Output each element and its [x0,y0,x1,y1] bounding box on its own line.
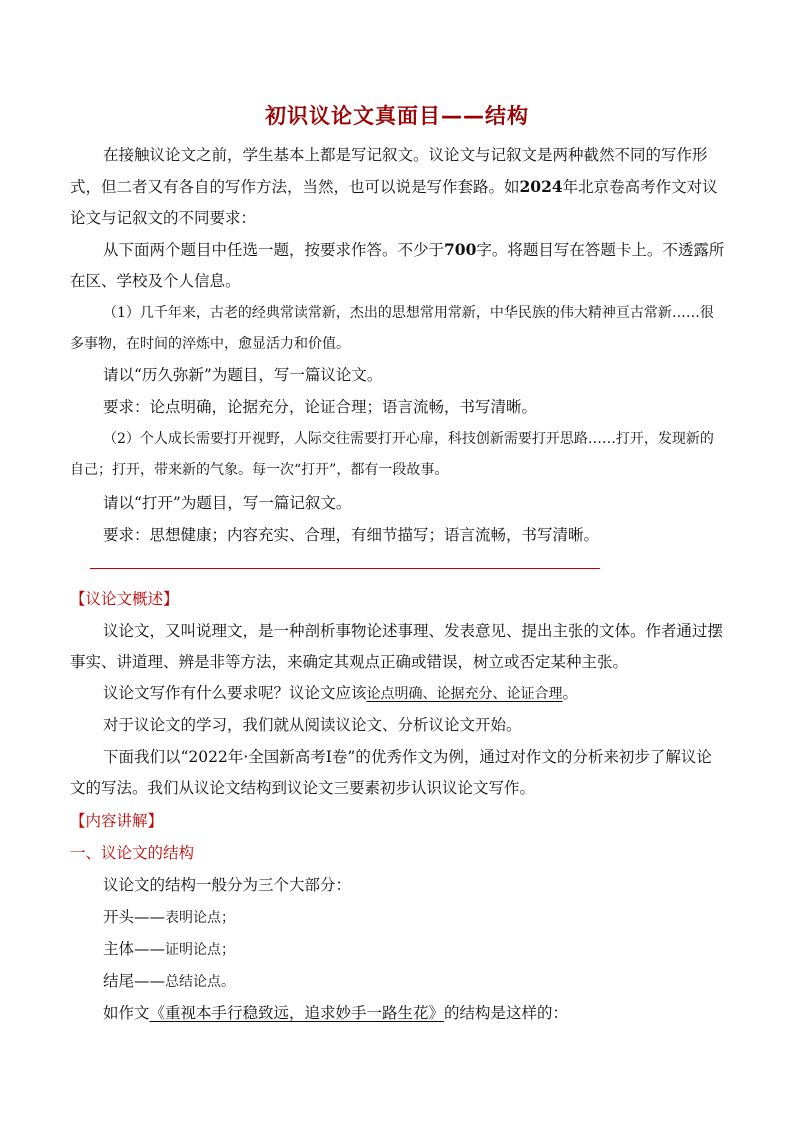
example-essay-title: 《重视本手行稳致远，追求妙手一路生花》 [149,1004,445,1022]
intro-year: 2024 [519,177,563,196]
structure-opening-desc: 表明论点； [165,910,236,926]
question-2-requirement: 要求：思想健康；内容充实、合理，有细节描写；语言流畅，书写清晰。 [103,526,600,544]
overview-paragraph: 议论文，又叫说理文，是一种剖析事物论述事理、发表意见、提出主张的文体。作者通过摆事实、讲道理、辨是非等方法，来确定其观点正确或错误，树立或否定某种主张。 [70,622,724,671]
overview-heading: 【议论文概述】 [70,590,179,608]
content-heading: 【内容讲解】 [70,812,164,830]
example-essay-suffix: 的结构是这样的： [444,1004,569,1022]
question-1-requirement: 要求：论点明确，论据充分，论证合理；语言流畅，书写清晰。 [103,398,538,416]
structure-body-desc: 证明论点； [165,942,236,958]
structure-body [70,934,726,966]
page-title: 初识议论文真面目——结构 [265,104,529,128]
requirement-paragraph [70,678,726,710]
structure-ending-desc: 总结论点。 [165,974,236,990]
question-2-task: 请以“打开”为题目，写一篇记叙文。 [103,494,352,512]
prompt-word-count: 700 [444,240,477,259]
structure-intro: 议论文的结构一般分为三个大部分： [103,876,352,894]
question-1-task: 请以“历久弥新”为题目，写一篇议论文。 [103,366,383,384]
structure-body-label: 主体—— [103,940,166,958]
structure-opening [70,902,726,934]
prompt-paragraph [70,234,726,297]
example-essay-line [70,998,726,1029]
intro-paragraph [70,140,726,234]
structure-ending [70,966,726,998]
requirement-underline: 论点明确、论据充分、论证合理 [366,686,563,702]
study-paragraph: 对于议论文的学习，我们就从阅读议论文、分析议论文开始。 [103,716,522,734]
section-divider [90,568,600,569]
prompt-text: 从下面两个题目中任选一题，按要求作答。不少于 [103,241,445,259]
structure-opening-label: 开头—— [103,908,166,926]
requirement-end: 。 [562,684,579,702]
structure-ending-label: 结尾—— [103,972,166,990]
requirement-text: 议论文写作有什么要求呢？议论文应该 [103,684,367,702]
example-essay-prefix: 如作文 [103,1004,150,1022]
example-paragraph: 下面我们以“2022年·全国新高考Ⅰ卷”的优秀作文为例，通过对作文的分析来初步了解议论文的写法。我们从议论文结构到议论文三要素初步认识议论文写作。 [70,748,712,797]
question-2-text: （2）个人成长需要打开视野，人际交往需要打开心扉，科技创新需要打开思路……打开，发现新的自己；打开，带来新的气象。每一次“打开”，都有一段故事。 [70,431,714,478]
intro-text: 在接触议论文之前，学生基本上都是写记叙文。议论文与记叙文是两种截然不同的写作形式，但二者又有各自的写作方法，当然，也可以说是写作套路。如 [70,146,708,196]
intro-text-cont: 年北京卷高考作文对议论文与记叙文的不同要求： [70,178,718,227]
structure-subheading: 一、议论文的结构 [70,844,195,862]
question-1-text: （1）几千年来，古老的经典常读常新，杰出的思想常用常新，中华民族的伟大精神亘古常新……很多事物，在时间的淬炼中，愈显活力和价值。 [70,305,714,352]
prompt-text-cont: 字。将题目写在答题卡上。不透露所在区、学校及个人信息。 [70,241,725,290]
